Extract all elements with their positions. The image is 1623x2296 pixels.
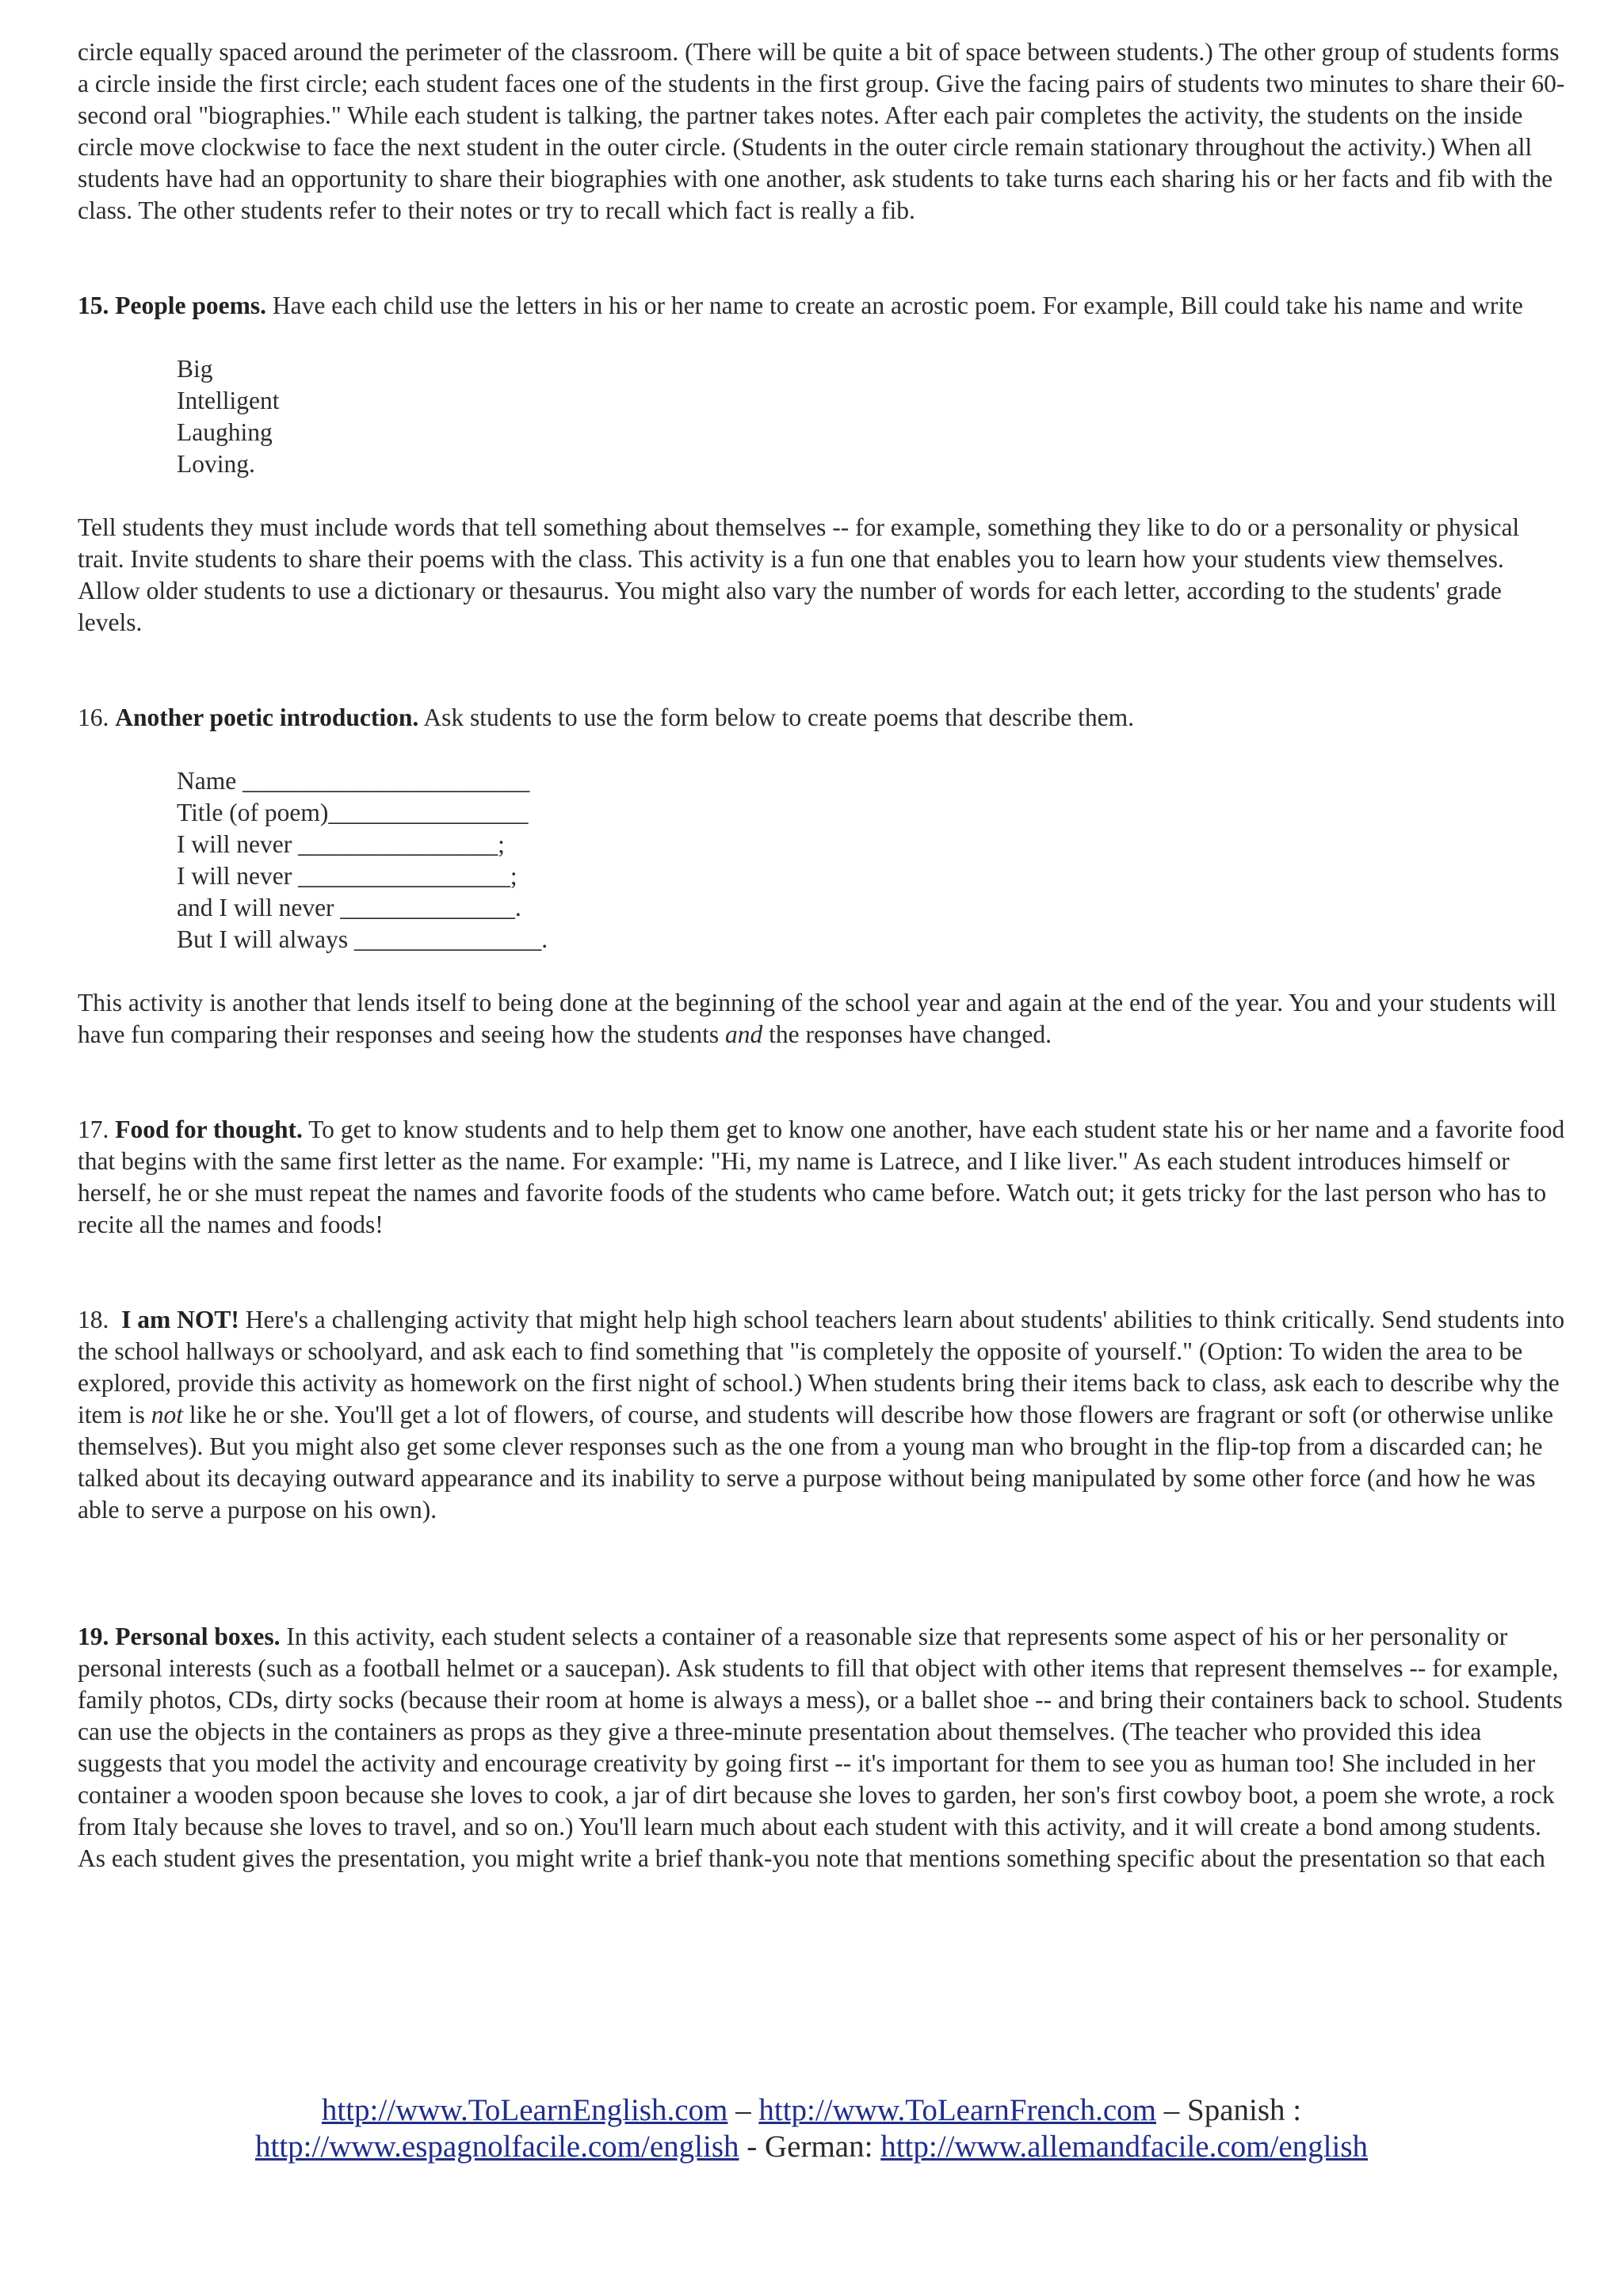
poem-form xyxy=(78,765,1568,955)
item-17-number: 17. xyxy=(78,1116,116,1143)
footer-line-1 xyxy=(0,2092,1623,2129)
form-line: But I will always _______________. xyxy=(177,925,548,953)
item-16-paragraph-end: the responses have changed. xyxy=(762,1020,1052,1048)
item-16-intro xyxy=(78,702,1568,734)
item-16-number: 16. xyxy=(78,704,116,731)
item-15-paragraph: Tell students they must include words that tell something about themselves -- for example, something they like to do or a personality or physical trait. Invite students to share their poems with the class. This activity is a fun one that enables you to learn how your students view themselves. Allow older students to use a dictionary or thesaurus. You might also vary the number of words for each letter, according to the students' grade levels. xyxy=(78,513,1520,636)
link-espagnolfacile[interactable]: http://www.espagnolfacile.com/english xyxy=(255,2130,739,2164)
footer-german-label: - German: xyxy=(739,2130,881,2164)
link-tolearnfrench[interactable]: http://www.ToLearnFrench.com xyxy=(758,2093,1156,2127)
item-19-paragraph xyxy=(78,1621,1568,1875)
item-19-text: In this activity, each student selects a container of a reasonable size that represents some aspect of his or her personality or personal interests (such as a football helmet or a saucepan). Ask students to fill that object with other items that represent themselves -- for example, family photos, CDs, dirty socks (because their room at home is always a mess), or a ballet shoe -- and bring their containers back to school. Students can use the objects in the containers as props as they give a three-minute presentation about themselves. (The teacher who provided this idea suggests that you model the activity and encourage creativity by going first -- it's important for them to see you as human too! She included in her container a wooden spoon because she loves to cook, a jar of dirt because she loves to garden, her son's first cowboy boot, a poem she wrote, a rock from Italy because she loves to travel, and so on.) You'll learn much about each student with this activity, and it will create a bond among students. As each student gives the presentation, you might write a brief thank-you note that mentions something specific about the presentation so that each xyxy=(78,1623,1563,1872)
form-line: I will never ________________; xyxy=(177,830,505,858)
form-line: and I will never ______________. xyxy=(177,894,521,921)
form-line: Name _______________________ xyxy=(177,767,530,795)
item-18-heading: I am NOT! xyxy=(121,1306,239,1333)
poem-line: Big xyxy=(177,355,213,383)
item-19-heading: 19. Personal boxes. xyxy=(78,1623,281,1650)
footer-line-2 xyxy=(0,2129,1623,2165)
item-18-emphasis: not xyxy=(151,1401,184,1428)
intro-paragraph: circle equally spaced around the perimeter of the classroom. (There will be quite a bit of space between students.) The other group of students forms a circle inside the first circle; each student faces one of the students in the first group. Give the facing pairs of students two minutes to share their 60-second oral "biographies." While each student is talking, the partner takes notes. After each pair completes the activity, the students on the inside circle move clockwise to face the next student in the outer circle. (Students in the outer circle remain stationary throughout the activity.) When all students have had an opportunity to share their biographies with one another, ask students to take turns each sharing his or her facts and fib with the class. The other students refer to their notes or try to recall which fact is really a fib. xyxy=(78,38,1565,224)
poem-line: Intelligent xyxy=(177,387,280,414)
item-17-text: To get to know students and to help them get to know one another, have each student state his or her name and a favorite food that begins with the same first letter as the name. For example: "Hi, my name is Latrece, and I like liver." As each student introduces himself or herself, he or she must repeat the names and favorite foods of the students who came before. Watch out; it gets tricky for the last person who has to recite all the names and foods! xyxy=(78,1116,1565,1238)
item-15-intro xyxy=(78,290,1568,322)
item-16-paragraph-start: This activity is another that lends itself to being done at the beginning of the school year and again at the end of the year. You and your students will have fun comparing their responses and seeing how the students xyxy=(78,989,1556,1048)
footer-links xyxy=(0,2092,1623,2165)
footer-separator: – xyxy=(727,2093,759,2127)
document-body xyxy=(78,36,1568,1875)
item-15-heading: 15. People poems. xyxy=(78,292,266,319)
item-18-text-end: like he or she. You'll get a lot of flowers, of course, and students will describe how those flowers are fragrant or soft (or otherwise unlike themselves). But you might also get some clever responses such as the one from a young man who brought in the flip-top from a discarded can; he talked about its decaying outward appearance and its inability to serve a purpose without being manipulated by some other force (and how he was able to serve a purpose on his own). xyxy=(78,1401,1554,1524)
poem-line: Loving. xyxy=(177,450,255,478)
item-15-text: Have each child use the letters in his or her name to create an acrostic poem. For example, Bill could take his name and write xyxy=(265,292,1523,319)
footer-spanish-label: – Spanish : xyxy=(1156,2093,1302,2127)
item-17-paragraph xyxy=(78,1114,1568,1241)
item-16-emphasis: and xyxy=(725,1020,763,1048)
item-16-paragraph xyxy=(78,987,1568,1051)
item-16-heading: Another poetic introduction. xyxy=(115,704,419,731)
item-18-text-start: Here's a challenging activity that might help high school teachers learn about students' abilities to think critically. Send students into the school hallways or schoolyard, and ask each to find something that "is completely the opposite of yourself." (Option: To widen the area to be explored, provide this activity as homework on the first night of school.) When students bring their items back to class, ask each to describe why the item is xyxy=(78,1306,1565,1428)
link-allemandfacile[interactable]: http://www.allemandfacile.com/english xyxy=(880,2130,1368,2164)
form-line: Title (of poem)________________ xyxy=(177,799,529,826)
poem-line: Laughing xyxy=(177,418,273,446)
item-17-heading: Food for thought. xyxy=(115,1116,303,1143)
acrostic-poem xyxy=(78,353,1568,480)
item-18-paragraph xyxy=(78,1304,1568,1526)
item-18-number: 18. xyxy=(78,1306,122,1333)
form-line: I will never _________________; xyxy=(177,862,517,890)
item-16-text: Ask students to use the form below to create poems that describe them. xyxy=(418,704,1134,731)
link-tolearnenglish[interactable]: http://www.ToLearnEnglish.com xyxy=(321,2093,728,2127)
